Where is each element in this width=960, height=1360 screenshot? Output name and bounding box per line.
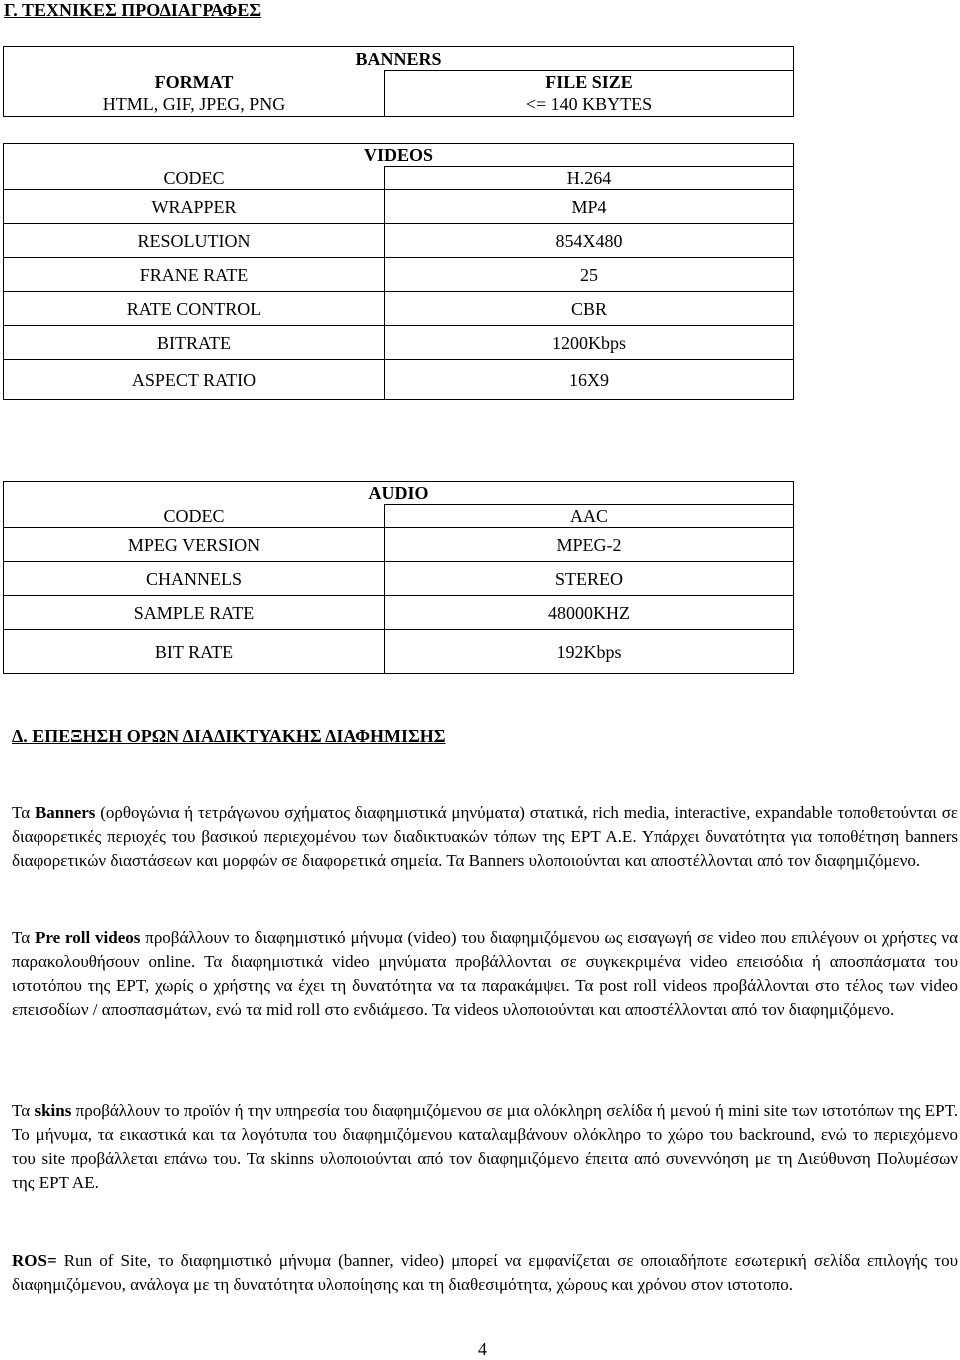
videos-label: WRAPPER (4, 190, 385, 224)
section-g-title: Γ. ΤΕΧΝΙΚΕΣ ΠΡΟΔΙΑΓΡΑΦΕΣ (4, 0, 262, 20)
videos-label: CODEC (4, 167, 385, 190)
p1-text: (ορθογώνια ή τετράγωνου σχήματος διαφημιστικά μηνύματα) στατικά, rich media, interactive, expandable τοποθετούνται σε διαφορετικές περιοχές του βασικού περιεχομένου των διαδικτυακών τόπων της ΕΡΤ Α.Ε. Υπάρχει δυνατότητα για τοποθέτηση banners διαφορετικών διαστάσεων και μορφών σε διαφορετικά σημεία. Τα Banners υλοποιούνται και αποστέλλονται από τον διαφημιζόμενο. (12, 803, 958, 870)
videos-value: 1200Kbps (385, 326, 794, 360)
banners-title: BANNERS (4, 47, 794, 71)
p3-text: προβάλλουν το προϊόν ή την υπηρεσία του διαφημιζόμενου σε μια ολόκληρη σελίδα ή μενού ή mini site των ιστοτόπων της ΕΡΤ. Το μήνυμα, τα εικαστικά και τα λογότυπα του διαφημιζόμενου καταλαμβάνουν ολόκληρο το χώρο του backround, ενώ το περιεχόμενο του site προβάλλεται επάνω του. Τα skinns υλοποιούνται από τον διαφημιζόμενο έπειτα από συνεννόηση με τη Διεύθυνση Πολυμέσων της ΕΡΤ ΑΕ. (12, 1101, 958, 1192)
audio-label: CHANNELS (4, 562, 385, 596)
paragraph-ros (12, 1249, 958, 1297)
videos-value: CBR (385, 292, 794, 326)
filesize-value: <= 140 KBYTES (525, 94, 653, 114)
section-d-title: Δ. ΕΠΕΞΗΣΗ ΟΡΩΝ ΔΙΑΔΙΚΤΥΑΚΗΣ ΔΙΑΦΗΜΙΣΗΣ (12, 726, 446, 746)
audio-value: STEREO (385, 562, 794, 596)
p4-bold: ROS= (12, 1251, 57, 1270)
banners-table (3, 46, 794, 117)
audio-table (3, 481, 794, 674)
p3-pre: Τα (12, 1101, 35, 1120)
videos-value: 16X9 (385, 360, 794, 400)
format-cell (4, 71, 385, 117)
videos-label: FRANE RATE (4, 258, 385, 292)
p1-pre: Τα (12, 803, 35, 822)
p2-text: προβάλλουν το διαφημιστικό μήνυμα (video) του διαφημιζόμενου ως εισαγωγή σε video που επιλέγουν οι χρήστες να παρακολουθήσουν online. Τα διαφημιστικά video μηνύματα προβάλλονται σε συγκεκριμένα video επεισόδια ή αποσπάσματα του ιστοτόπου της ΕΡΤ, χωρίς ο χρήστης να έχει τη δυνατότητα να τα παρακάμψει. Τα post roll videos προβάλλονται στο τέλος των video επεισοδίων / αποσπασμάτων, ενώ τα mid roll στο ενδιάμεσο. Τα videos υλοποιούνται και αποστέλλονται από τον διαφημιζόμενο. (12, 928, 958, 1019)
p1-bold: Banners (34, 803, 96, 822)
audio-value: 192Kbps (385, 630, 794, 674)
audio-value: 48000KHZ (385, 596, 794, 630)
audio-value: MPEG-2 (385, 528, 794, 562)
videos-label: ASPECT RATIO (4, 360, 385, 400)
page-number: 4 (478, 1339, 487, 1359)
format-value: HTML, GIF, JPEG, PNG (102, 93, 286, 114)
videos-value: 854X480 (385, 224, 794, 258)
p2-pre: Τα (12, 928, 35, 947)
audio-label: BIT RATE (4, 630, 385, 674)
audio-label: MPEG VERSION (4, 528, 385, 562)
paragraph-skins (12, 1099, 958, 1195)
p2-bold: Pre roll videos (34, 928, 141, 947)
p3-bold: skins (34, 1101, 72, 1120)
audio-title: AUDIO (4, 482, 794, 505)
videos-value: MP4 (385, 190, 794, 224)
audio-value: AAC (385, 505, 794, 528)
videos-title: VIDEOS (4, 144, 794, 167)
format-label: FORMAT (154, 71, 234, 92)
videos-label: BITRATE (4, 326, 385, 360)
p4-text: Run of Site, το διαφημιστικό μήνυμα (banner, video) μπορεί να εμφανίζεται σε οποιαδήποτε εσωτερική σελίδα επιλογής του διαφημιζόμενου, ανάλογα με τη δυνατότητα υλοποίησης και τη διαθεσιμότητα, χώρους και χρόνου στον ιστοτοπο. (12, 1251, 958, 1294)
filesize-label: FILE SIZE (545, 72, 633, 92)
videos-value: H.264 (385, 167, 794, 190)
paragraph-banners (12, 801, 958, 873)
videos-label: RESOLUTION (4, 224, 385, 258)
filesize-cell (385, 71, 794, 117)
audio-label: CODEC (4, 505, 385, 528)
videos-label: RATE CONTROL (4, 292, 385, 326)
videos-table (3, 143, 794, 400)
paragraph-pre-roll (12, 926, 958, 1022)
videos-value: 25 (385, 258, 794, 292)
audio-label: SAMPLE RATE (4, 596, 385, 630)
